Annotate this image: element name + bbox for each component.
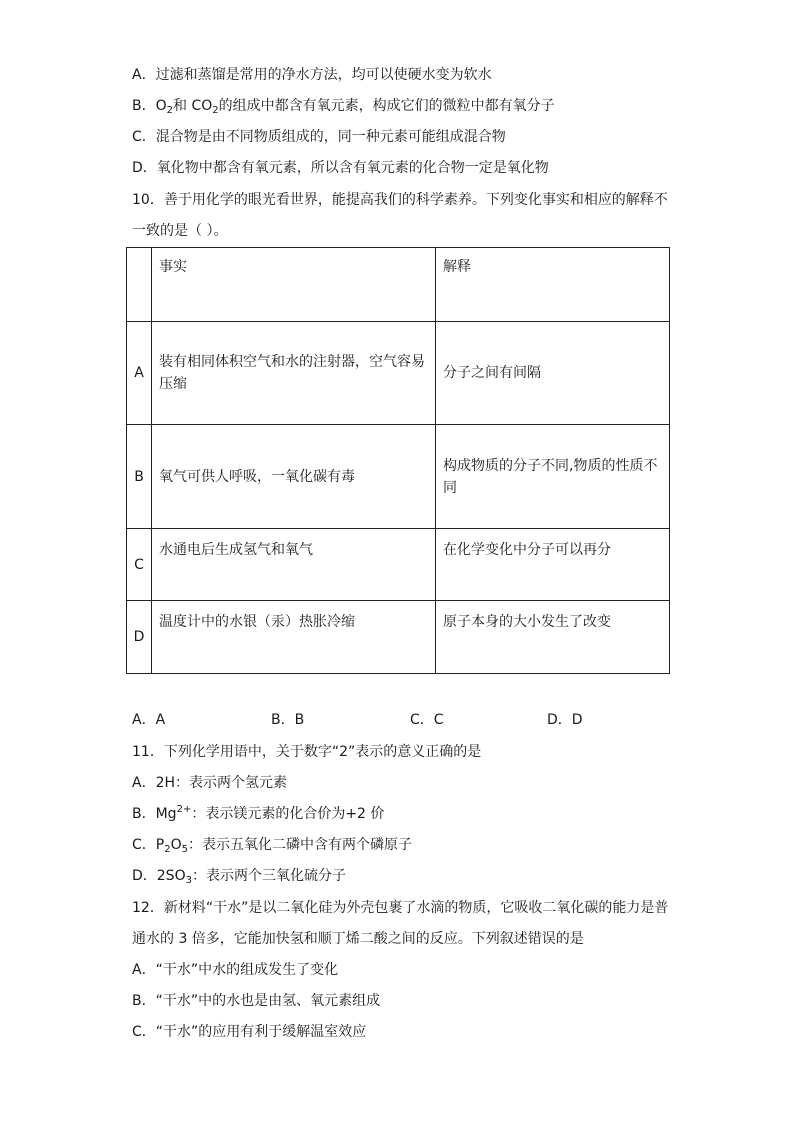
q11-option-b: B．$Mg^{2+}$：表示镁元素的化合价为+2 价 [132, 804, 385, 822]
table-row [127, 601, 670, 674]
row-explain-d: 原子本身的大小发生了改变 [436, 601, 670, 674]
q10-stem-line1: 10．善于用化学的眼光看世界，能提高我们的科学素养。下列变化事实和相应的解释不 [132, 192, 668, 208]
q12-option-b: B．“干水”中的水也是由氢、氧元素组成 [132, 993, 381, 1009]
row-explain-c: 在化学变化中分子可以再分 [436, 529, 670, 601]
q11-option-d: D．$2SO_3$：表示两个三氧化硫分子 [132, 868, 346, 886]
table-row [127, 529, 670, 601]
q11-option-a: A．2H：表示两个氢元素 [132, 775, 288, 791]
q10-table [126, 247, 670, 674]
q10-answer-c: C．C [410, 712, 444, 728]
row-fact-c: 水通电后生成氢气和氧气 [152, 529, 436, 601]
q9-option-b: B．$O_2$和 $CO_2$的组成中都含有氧元素，构成它们的微粒中都有氧分子 [132, 98, 555, 116]
q10-stem-line2: 一致的是（ ）。 [132, 223, 228, 239]
row-label-c: C [127, 529, 152, 601]
row-label-d: D [127, 601, 152, 674]
q10-answer-d: D．D [547, 712, 583, 728]
table-header-explain: 解释 [436, 248, 670, 322]
q10-answer-a: A．A [132, 712, 166, 728]
table-header-fact: 事实 [152, 248, 436, 322]
q12-stem-line2: 通水的 3 倍多，它能加快氢和顺丁烯二酸之间的反应。下列叙述错误的是 [132, 931, 584, 947]
q10-answer-b: B．B [271, 712, 305, 728]
row-fact-d: 温度计中的水银（汞）热胀冷缩 [152, 601, 436, 674]
row-label-a: A [127, 322, 152, 425]
q9-option-c: C．混合物是由不同物质组成的，同一种元素可能组成混合物 [132, 129, 506, 145]
row-fact-b: 氧气可供人呼吸，一氧化碳有毒 [152, 425, 436, 529]
table-row [127, 425, 670, 529]
q10-answer-options [132, 710, 652, 730]
q12-option-a: A．“干水”中水的组成发生了变化 [132, 962, 339, 978]
row-explain-b: 构成物质的分子不同,物质的性质不同 [436, 425, 670, 529]
q12-stem-line1: 12．新材料“干水”是以二氧化硅为外壳包裹了水滴的物质，它吸收二氧化碳的能力是普 [132, 900, 669, 916]
table-header-row [127, 248, 670, 322]
row-fact-a: 装有相同体积空气和水的注射器，空气容易压缩 [152, 322, 436, 425]
q11-stem: 11．下列化学用语中，关于数字“2”表示的意义正确的是 [132, 744, 482, 760]
table-row [127, 322, 670, 425]
row-label-b: B [127, 425, 152, 529]
q9-option-a: A．过滤和蒸馏是常用的净水方法，均可以使硬水变为软水 [132, 67, 492, 83]
q12-option-c: C．“干水”的应用有利于缓解温室效应 [132, 1024, 367, 1040]
row-explain-a: 分子之间有间隔 [436, 322, 670, 425]
table-header-blank [127, 248, 152, 322]
q11-option-c: C．$P_2O_5$：表示五氧化二磷中含有两个磷原子 [132, 837, 412, 855]
q9-option-d: D．氧化物中都含有氧元素，所以含有氧元素的化合物一定是氧化物 [132, 160, 549, 176]
